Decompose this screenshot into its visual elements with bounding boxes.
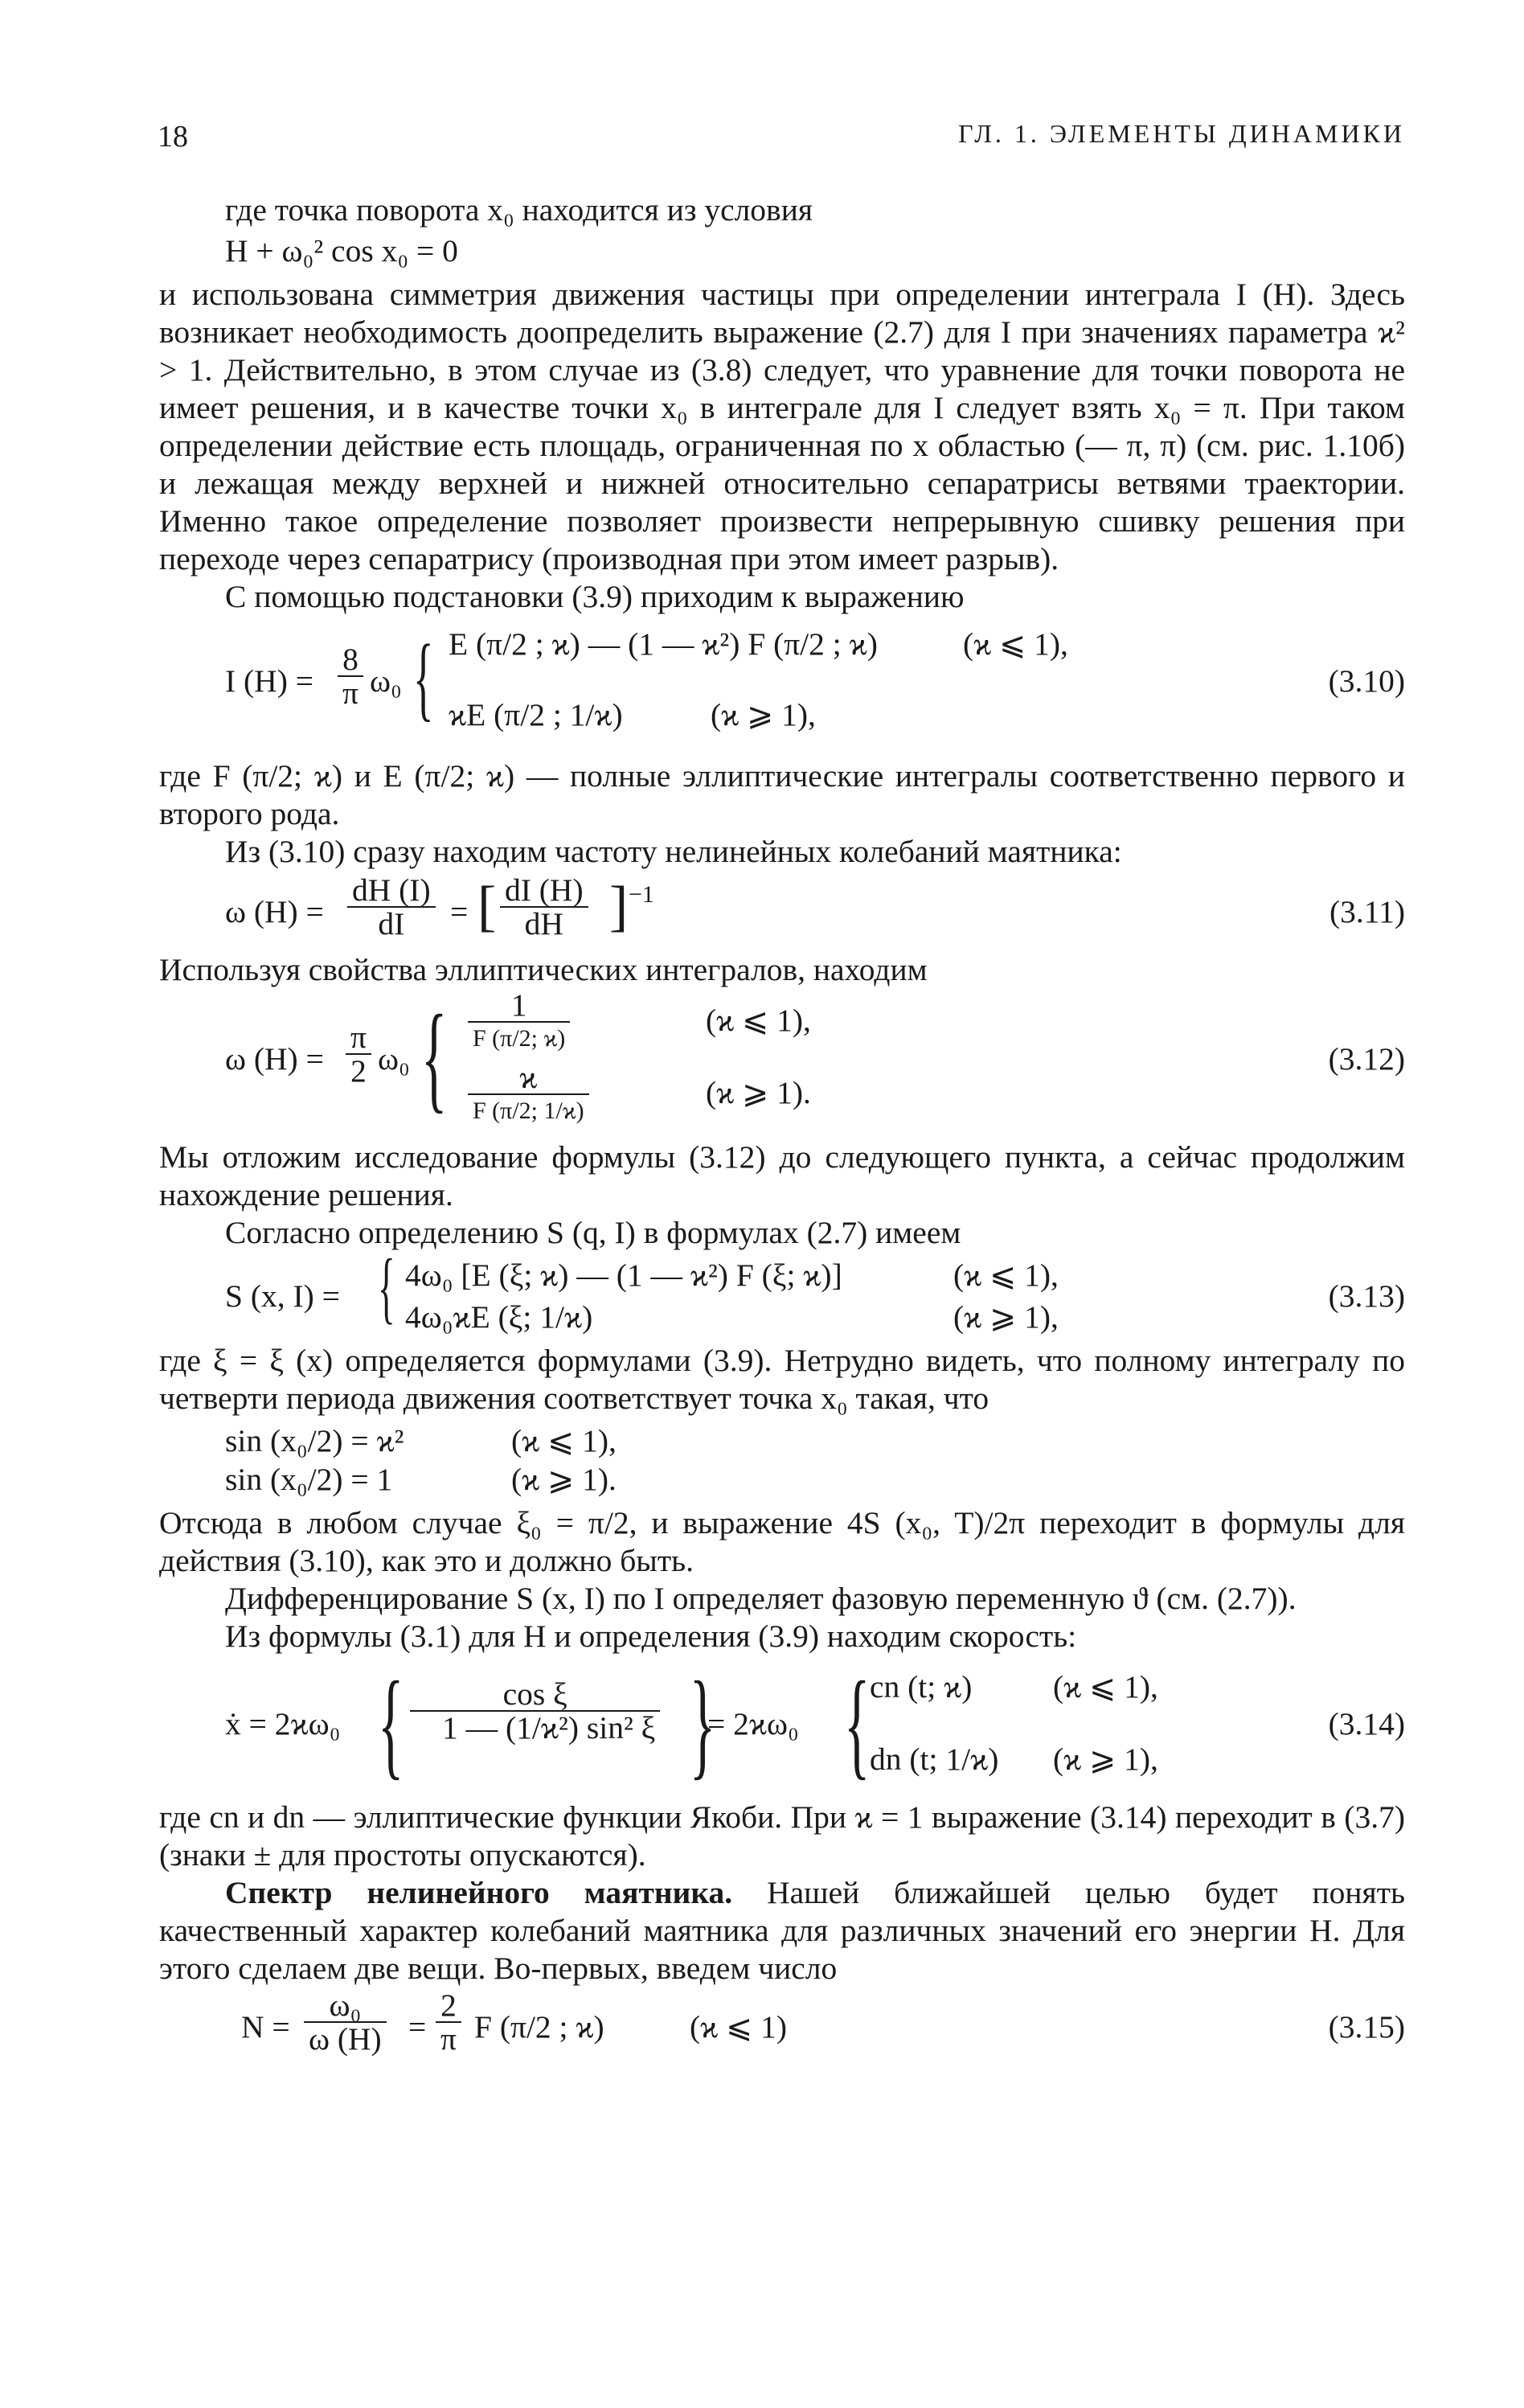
section-title: Спектр нелинейного маятника. [225,1875,733,1910]
page-header [158,119,1405,167]
equation-number: (3.13) [1328,1278,1405,1314]
equation-3-10: I (H) = $\frac{8}{\pi}$ ω₀ { E (π/2 ; ϰ) — (1 — ϰ²) F (π/2 ; ϰ) (ϰ ⩽ 1), ϰE (π/2 ; 1/ϰ) (ϰ ⩾ 1), (3.10) [225,625,1405,732]
paragraph-11: Дифференцирование S (x, I) по I определяет фазовую переменную ϑ (см. (2.7)). [225,1581,1297,1616]
equation-number: (3.11) [1329,894,1405,929]
equation-number: (3.10) [1328,663,1405,699]
paragraph-4: где F (π/2; ϰ) и E (π/2; ϰ) — полные эллиптические интегралы соответственно первого и второго рода. [159,758,1405,831]
equation-3-11: ω (H) = $\frac{dH (I)}{dI}$ = [ $\frac{dI (H)}{dH}$ ] −1 (3.11) [225,872,1405,941]
sin-conditions: sin (x₀/2) = ϰ² (ϰ ⩽ 1), sin (x₀/2) = 1 (ϰ ⩾ 1). [225,1423,617,1497]
equation-3-15: N = $\frac{\text{ω₀}}{\omega (H)}$ = $\frac{2}{\pi}$ F (π/2 ; ϰ) (ϰ ⩽ 1) (3.15) [241,1988,1405,2057]
equation-turning-point: H + ω₀² cos x₀ = 0 [225,233,458,269]
paragraph-13: где cn и dn — эллиптические функции Якоби. При ϰ = 1 выражение (3.14) переходит в (3.7) (знаки ± для простоты опускаются). [159,1799,1405,1873]
paragraph-14: Спектр нелинейного маятника. Нашей ближайшей целью будет понять качественный характер колебаний маятника для различных значений его энергии H. Для этого сделаем две вещи. Во-первых, введем число [159,1875,1405,1986]
paragraph-9: где ξ = ξ (x) определяется формулами (3.9). Нетрудно видеть, что полному интегралу по четверти периода движения соответствует точка x₀ такая, что [159,1343,1405,1416]
equation-number: (3.14) [1328,1706,1405,1741]
page-body [159,191,1405,2065]
paragraph-2: и использована симметрия движения частицы при определении интеграла I (H). Здесь возникает необходимость доопределить выражение (2.7) для I при значениях параметра ϰ² > 1. Действительно, в этом случае из (3.8) следует, что уравнение для точки поворота не имеет решения, и в качестве точки x₀ в интеграле для I следует взять x₀ = π. При таком определении действие есть площадь, ограниченная по x областью (— π, π) (см. рис. 1.10б) и лежащая между верхней и нижней относительно сепаратрисы ветвями траектории. Именно такое определение позволяет произвести непрерывную сшивку решения при переходе через сепаратрису (производная при этом имеет разрыв). [159,277,1405,576]
paragraph-5: Из (3.10) сразу находим частоту нелинейных колебаний маятника: [225,834,1122,869]
paragraph-12: Из формулы (3.1) для H и определения (3.9) находим скорость: [225,1618,1077,1654]
equation-3-12: ω (H) = $\frac{\pi}{2}$ ω₀ { 1 F (π/2; ϰ) (ϰ ⩽ 1), ϰ F (π/2; 1/ϰ) (ϰ ⩾ 1). (3.12) [225,987,1405,1124]
equation-number: (3.12) [1328,1041,1405,1077]
paragraph-1: где точка поворота x₀ находится из условия [225,192,813,228]
equation-number: (3.15) [1328,2009,1405,2045]
left-brace: { [413,625,434,730]
equation-3-14: ẋ = 2ϰω₀ { $\frac{\text{cos ξ}}{\text{1 — (1/ϰ²) sin² ξ}}$ { = 2ϰω₀ { cn (t; ϰ) (ϰ ⩽ 1), dn (t; 1/ϰ) (ϰ ⩾ 1), (3.14) [225,1657,1405,1791]
velocity-fraction: $\frac{\text{cos ξ}}{\text{1 — (1/ϰ²) sin² ξ}}$ [410,1678,660,1744]
equation-3-13: S (x, I) = { 4ω₀ [E (ξ; ϰ) — (1 — ϰ²) F (ξ; ϰ)] (ϰ ⩽ 1), 4ω₀ϰE (ξ; 1/ϰ) (ϰ ⩾ 1), (3.13) [225,1242,1405,1335]
paragraph-3: С помощью подстановки (3.9) приходим к выражению [225,579,965,614]
left-brace: { [378,1242,395,1331]
running-title: ГЛ. 1. ЭЛЕМЕНТЫ ДИНАМИКИ [958,119,1405,148]
paragraph-6: Используя свойства эллиптических интегралов, находим [159,952,928,987]
paragraph-7: Мы отложим исследование формулы (3.12) до следующего пункта, а сейчас продолжим нахождение решения. [159,1139,1405,1212]
paragraph-8: Согласно определению S (q, I) в формулах (2.7) имеем [225,1215,961,1250]
paragraph-10: Отсюда в любом случае ξ₀ = π/2, и выражение 4S (x₀, T)/2π переходит в формулы для действия (3.10), как это и должно быть. [159,1505,1405,1578]
fraction-8-pi: $\frac{8}{\pi}$ [338,643,363,709]
left-brace: { [421,991,448,1124]
page-number: 18 [158,120,188,154]
